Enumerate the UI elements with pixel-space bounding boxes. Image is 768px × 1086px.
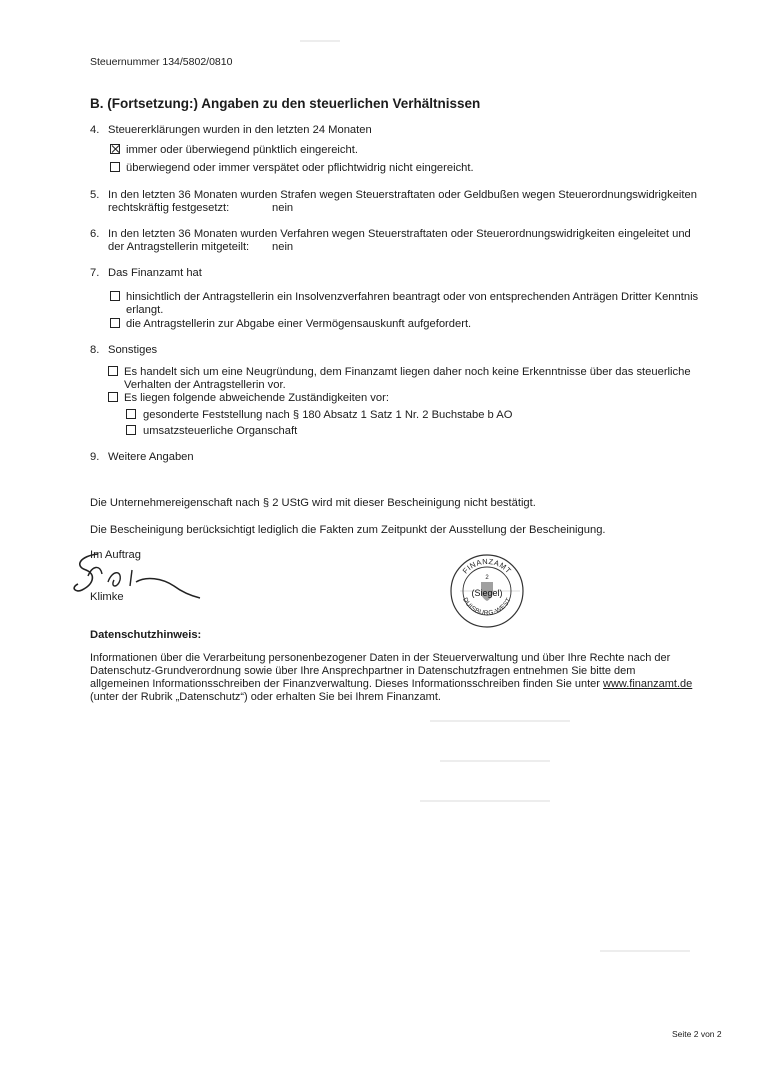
- seal-top-text: FINANZAMT: [460, 556, 514, 576]
- item-8-sub-1-label: gesonderte Feststellung nach § 180 Absatz 1 Satz 1 Nr. 2 Buchstabe b AO: [143, 409, 513, 421]
- item-8-option-2-label: Es liegen folgende abweichende Zuständigkeiten vor:: [124, 392, 389, 404]
- item-8-sub-1-checkbox: [126, 409, 136, 419]
- item-5-line-1: In den letzten 36 Monaten wurden Strafen wegen Steuerstraftaten oder Geldbußen wegen Steuerordnungswidrigkeiten: [108, 189, 697, 201]
- note-entrepreneur-status: Die Unternehmereigenschaft nach § 2 UStG wird mit dieser Bescheinigung nicht bestätigt.: [90, 497, 536, 509]
- tax-number: Steuernummer 134/5802/0810: [90, 56, 233, 68]
- item-6-line-1: In den letzten 36 Monaten wurden Verfahren wegen Steuerstraftaten oder Steuerordnungswidrigkeiten eingeleitet und: [108, 228, 691, 240]
- item-7-text: Das Finanzamt hat: [108, 267, 202, 279]
- item-8-number: 8.: [90, 344, 100, 356]
- item-7-number: 7.: [90, 267, 100, 279]
- item-8-option-1-line-2: Verhalten der Antragstellerin vor.: [124, 379, 286, 391]
- seal-center-text: (Siegel): [471, 588, 503, 598]
- item-4-option-1-checkbox: [110, 144, 120, 154]
- privacy-line-4: (unter der Rubrik „Datenschutz“) oder erhalten Sie bei Ihrem Finanzamt.: [90, 691, 441, 703]
- show-through-mark: [440, 760, 550, 762]
- item-7-option-1-line-2: erlangt.: [126, 304, 164, 316]
- seal-number: 2: [485, 575, 489, 581]
- item-4-option-2-checkbox: [110, 162, 120, 172]
- item-7-option-2-checkbox: [110, 318, 120, 328]
- privacy-line-3-text: allgemeinen Informationsschreiben der Finanzverwaltung. Dieses Informationsschreiben finden Sie unter: [90, 678, 600, 690]
- show-through-mark: [430, 720, 570, 722]
- privacy-line-2: Datenschutz-Grundverordnung sowie über Ihre Ansprechpartner in Datenschutzfragen entnehmen Sie bitte dem: [90, 665, 636, 677]
- signature-on-behalf: Im Auftrag: [90, 549, 141, 561]
- item-6-line-2: der Antragstellerin mitgeteilt:: [108, 241, 250, 253]
- item-5-value: nein: [272, 202, 294, 214]
- item-4-option-1-label: immer oder überwiegend pünktlich eingereicht.: [126, 144, 358, 156]
- item-8-sub-2-checkbox: [126, 425, 136, 435]
- item-9-text: Weitere Angaben: [108, 451, 194, 463]
- item-4-text: Steuererklärungen wurden in den letzten 24 Monaten: [108, 124, 372, 136]
- item-8-text: Sonstiges: [108, 344, 158, 356]
- item-5-line-2: rechtskräftig festgesetzt:: [108, 202, 230, 214]
- privacy-line-3: [90, 678, 692, 690]
- item-5-number: 5.: [90, 189, 100, 201]
- item-7-option-1-checkbox: [110, 291, 120, 301]
- page-number: Seite 2 von 2: [672, 1029, 722, 1039]
- show-through-mark: [300, 40, 340, 42]
- item-7-option-1-line-1: hinsichtlich der Antragstellerin ein Insolvenzverfahren beantragt oder von entsprechenden Anträgen Dritter Kenntnis: [126, 291, 699, 303]
- finanzamt-link[interactable]: www.finanzamt.de: [603, 678, 693, 690]
- show-through-mark: [420, 800, 550, 802]
- seal-bottom-text: DUISBURG-WEST: [461, 596, 513, 617]
- item-7-option-2-label: die Antragstellerin zur Abgabe einer Vermögensauskunft aufgefordert.: [126, 318, 472, 330]
- item-6-value: nein: [272, 241, 294, 253]
- item-8-option-1-line-1: Es handelt sich um eine Neugründung, dem Finanzamt liegen daher noch keine Erkenntnisse über das steuerliche: [124, 366, 691, 378]
- item-6-number: 6.: [90, 228, 100, 240]
- item-8-option-2-checkbox: [108, 392, 118, 402]
- show-through-mark: [600, 950, 690, 952]
- section-title: B. (Fortsetzung:) Angaben zu den steuerlichen Verhältnissen: [90, 96, 481, 111]
- item-9-number: 9.: [90, 451, 100, 463]
- item-8-sub-2-label: umsatzsteuerliche Organschaft: [143, 425, 298, 437]
- item-4-option-2-label: überwiegend oder immer verspätet oder pflichtwidrig nicht eingereicht.: [126, 162, 474, 174]
- privacy-line-1: Informationen über die Verarbeitung personenbezogener Daten in der Steuerverwaltung und über Ihre Rechte nach der: [90, 652, 671, 664]
- note-facts-at-issue: Die Bescheinigung berücksichtigt lediglich die Fakten zum Zeitpunkt der Ausstellung der Bescheinigung.: [90, 524, 606, 536]
- official-seal: [448, 552, 526, 630]
- privacy-title: Datenschutzhinweis:: [90, 629, 202, 641]
- item-4-number: 4.: [90, 124, 100, 136]
- item-8-option-1-checkbox: [108, 366, 118, 376]
- handwritten-signature: [66, 552, 206, 604]
- signature-name: Klimke: [90, 591, 124, 603]
